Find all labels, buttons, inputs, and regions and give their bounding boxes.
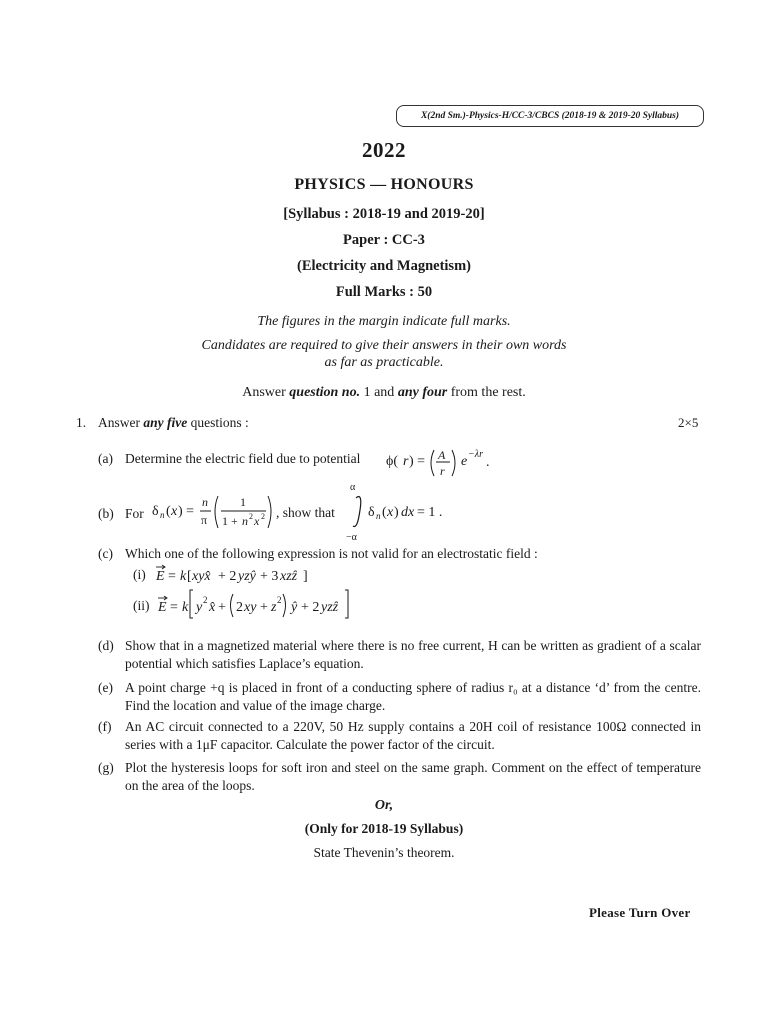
intro-suffix: questions : [187, 415, 249, 430]
answer-mid: 1 and [360, 385, 398, 400]
intro-prefix: Answer [98, 415, 144, 430]
svg-text:k: k [180, 569, 187, 584]
svg-text:x̂: x̂ [209, 600, 216, 615]
answer-any-four: any four [397, 385, 448, 400]
part-f-text: An AC circuit connected to a 220V, 50 Hz supply contains a 20H coil of resistance 100Ω connected in series with a 1μF capacitor. Calculate the power factor of the circuit. [125, 719, 701, 752]
svg-text:]: ] [303, 569, 308, 584]
part-a-text: Determine the electric field due to potential [125, 451, 361, 466]
alternative-question: State Thevenin’s theorem. [313, 845, 455, 860]
only-for-syllabus: (Only for 2018-19 Syllabus) [304, 821, 464, 836]
svg-text:δ: δ [368, 505, 375, 520]
svg-text:dx: dx [401, 505, 415, 520]
svg-text:δ: δ [152, 504, 159, 519]
svg-text:ŷ: ŷ [291, 600, 298, 615]
svg-text:e: e [461, 454, 468, 469]
part-a-label: (a) [98, 451, 113, 466]
part-b-label: (b) [98, 506, 114, 521]
svg-text:) =: ) = [409, 454, 426, 469]
part-e-label: (e) [98, 680, 113, 695]
answer-instruction [0, 385, 768, 401]
svg-text:yzŷ: yzŷ [238, 569, 256, 584]
part-f-label: (f) [98, 719, 112, 734]
part-c-equation-ii [156, 586, 360, 622]
svg-text:r: r [403, 454, 409, 469]
svg-text:n: n [202, 495, 208, 509]
svg-text:[: [ [187, 569, 192, 584]
subject-title: PHYSICS — HONOURS [294, 176, 474, 193]
svg-text:n: n [376, 511, 381, 521]
part-c-sub-i-label: (i) [133, 567, 146, 582]
full-marks-line: Full Marks : 50 [335, 284, 433, 300]
svg-text:k: k [182, 600, 189, 615]
svg-text:xyx̂: xyx̂ [192, 569, 211, 584]
part-c-sub-ii-label: (ii) [133, 598, 150, 613]
svg-text:= 1 .: = 1 . [417, 505, 443, 520]
part-b-text: For [125, 506, 144, 521]
svg-text:x: x [171, 504, 178, 519]
svg-text:+ 2: + 2 [218, 569, 237, 584]
paper-code-box: X(2nd Sm.)-Physics-H/CC-3/CBCS (2018-19 & 2019-20 Syllabus) [396, 105, 704, 127]
answer-suffix: from the rest. [447, 385, 526, 400]
part-g-label: (g) [98, 760, 114, 775]
paper-line: Paper : CC-3 [343, 232, 425, 248]
svg-text:A: A [438, 448, 446, 462]
svg-text:n: n [160, 510, 165, 520]
svg-text:2: 2 [249, 512, 253, 521]
svg-text:(: ( [166, 504, 171, 519]
answer-prefix: Answer [242, 385, 290, 400]
svg-text:+: + [260, 600, 268, 615]
part-g-text: Plot the hysteresis loops for soft iron and steel on the same graph. Comment on the effect of temperature on the area of the loops. [125, 760, 701, 793]
svg-text:): ) [394, 505, 399, 520]
svg-text:2: 2 [261, 512, 265, 521]
svg-text:xy: xy [244, 600, 257, 615]
svg-text:xzẑ: xzẑ [280, 569, 298, 584]
svg-text:α: α [350, 482, 356, 493]
svg-text:E: E [156, 569, 165, 584]
svg-text:r: r [440, 464, 445, 478]
part-b-show-that: , show that [276, 505, 335, 520]
part-d-text: Show that in a magnetized material where there is no free current, H can be written as gradient of a scalar potential which satisfies Laplace’s equation. [125, 638, 701, 671]
or-separator: Or, [374, 798, 394, 813]
svg-text:−α: −α [346, 532, 357, 543]
part-b-integral [344, 478, 454, 544]
instruction-line-3: as far as practicable. [324, 355, 444, 370]
question-number: 1. [76, 415, 87, 430]
svg-text:+ 3: + 3 [260, 569, 279, 584]
question-intro [98, 415, 249, 431]
svg-text:.: . [486, 455, 490, 470]
part-c-label: (c) [98, 546, 113, 561]
part-e-text: A point charge +q is placed in front of a conducting sphere of radius r₀ at a distance ‘d’ from the centre. Find the location and value of the image charge. [125, 680, 701, 713]
please-turn-over: Please Turn Over [589, 905, 691, 920]
part-d-label: (d) [98, 638, 114, 653]
svg-text:x: x [254, 514, 260, 528]
topic-line: (Electricity and Magnetism) [297, 258, 471, 274]
svg-text:π: π [201, 513, 208, 527]
part-c-equation-i [154, 560, 314, 586]
svg-text:+ 2: + 2 [301, 600, 320, 615]
svg-text:y: y [196, 600, 203, 615]
instruction-line-1: The figures in the margin indicate full marks. [257, 314, 511, 329]
svg-text:1: 1 [240, 495, 246, 509]
svg-text:(: ( [382, 505, 387, 520]
svg-text:2: 2 [277, 595, 282, 605]
svg-text:2: 2 [203, 595, 208, 605]
instruction-line-2: Candidates are required to give their answers in their own words [201, 338, 567, 353]
syllabus-line: [Syllabus : 2018-19 and 2019-20] [283, 206, 485, 222]
answer-question-word: question no. [289, 385, 361, 400]
svg-text:yzẑ: yzẑ [321, 600, 339, 615]
question-marks: 2×5 [678, 415, 699, 430]
svg-text:z: z [271, 600, 277, 615]
svg-text:=: = [168, 569, 176, 584]
exam-year: 2022 [362, 138, 406, 162]
part-b-delta-definition [150, 490, 286, 538]
svg-text:=: = [170, 600, 178, 615]
svg-text:2: 2 [236, 600, 243, 615]
svg-text:ϕ(: ϕ( [386, 454, 399, 469]
svg-text:−λr: −λr [468, 449, 483, 460]
part-c-text: Which one of the following expression is not valid for an electrostatic field : [125, 546, 538, 561]
svg-text:E: E [158, 600, 167, 615]
svg-text:) =: ) = [178, 504, 195, 519]
svg-text:+: + [218, 600, 226, 615]
svg-text:1 +: 1 + [222, 514, 238, 528]
svg-text:x: x [387, 505, 394, 520]
svg-text:n: n [242, 514, 248, 528]
intro-emph: any five [143, 415, 188, 430]
